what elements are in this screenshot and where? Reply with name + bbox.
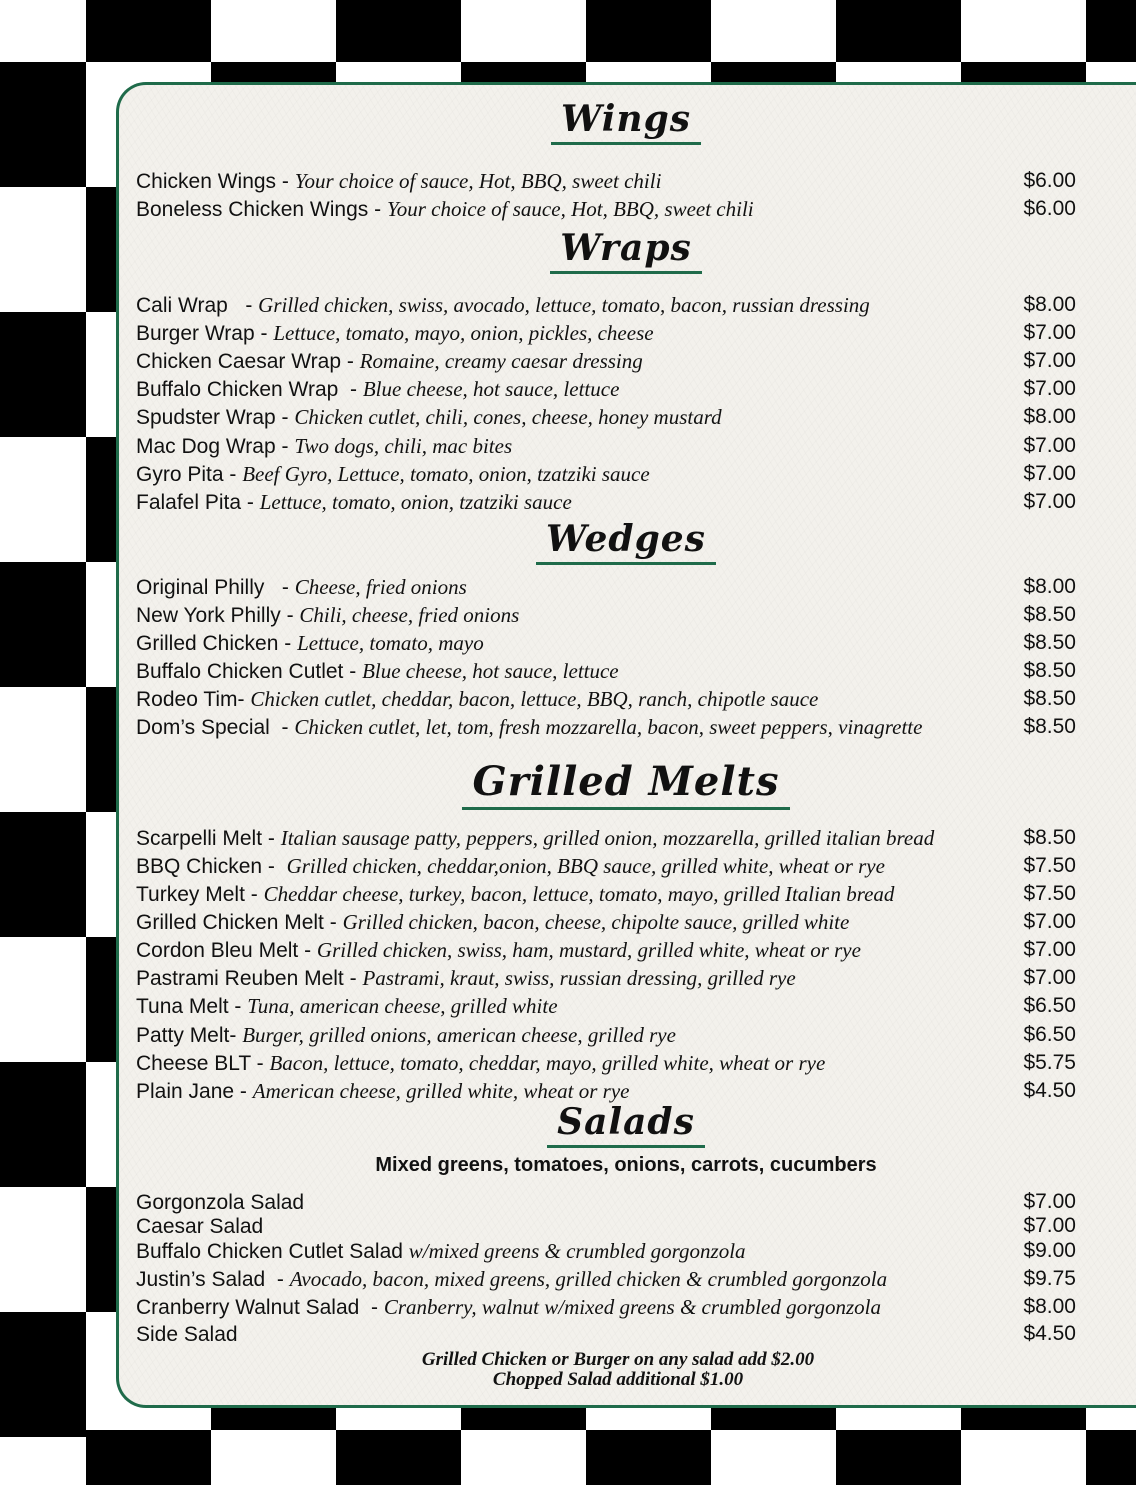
checker-square (336, 0, 461, 62)
footnote-add-protein: Grilled Chicken or Burger on any salad add $2.00 (421, 1349, 815, 1370)
item-name: Cranberry Walnut Salad (136, 1296, 360, 1319)
item-separator: - (265, 1268, 290, 1291)
menu-item (136, 1320, 238, 1348)
checker-square (86, 1437, 116, 1485)
item-description: Chicken cutlet, let, tom, fresh mozzarella, bacon, sweet peppers, vinagrette (294, 715, 923, 739)
item-separator: - (234, 1080, 253, 1103)
item-description: American cheese, grilled white, wheat or rye (252, 1079, 630, 1103)
item-separator: - (269, 716, 295, 739)
item-name: Falafel Pita (136, 491, 242, 514)
item-price: $7.00 (1023, 321, 1076, 344)
item-name: Chicken Wings (136, 170, 277, 193)
checker-square (711, 1405, 836, 1430)
item-price: $6.50 (1023, 994, 1076, 1017)
item-name: Caesar Salad (136, 1215, 264, 1238)
item-name: Scarpelli Melt (136, 827, 263, 850)
menu-item (136, 629, 484, 657)
item-price: $4.50 (1023, 1079, 1076, 1102)
item-description: Cranberry, walnut w/mixed greens & crumbled gorgonzola (383, 1295, 881, 1319)
item-separator: - (237, 688, 251, 711)
item-separator: - (368, 198, 387, 221)
item-name: Buffalo Chicken Wrap (136, 378, 339, 401)
item-description: Chicken cutlet, cheddar, bacon, lettuce, BBQ, ranch, chipotle sauce (250, 687, 819, 711)
item-name: Dom’s Special (136, 716, 270, 739)
item-description: Grilled chicken, swiss, avocado, lettuce, tomato, bacon, russian dressing (258, 293, 870, 317)
item-name: New York Philly (136, 604, 281, 627)
menu-item (136, 1049, 825, 1077)
checker-square (86, 437, 116, 562)
item-separator: - (276, 170, 295, 193)
item-separator: - (278, 632, 298, 655)
item-name: Side Salad (136, 1323, 238, 1346)
item-price: $7.00 (1023, 462, 1076, 485)
item-description: Chili, cheese, fried onions (299, 603, 520, 627)
menu-item (136, 936, 861, 964)
menu-item (136, 1021, 676, 1049)
checker-square (0, 1312, 86, 1437)
item-price: $7.00 (1023, 1214, 1076, 1237)
item-price: $7.00 (1023, 938, 1076, 961)
item-separator: - (275, 406, 295, 429)
item-description: Blue cheese, hot sauce, lettuce (362, 377, 620, 401)
item-description: Your choice of sauce, Hot, BBQ, sweet chili (294, 169, 662, 193)
item-description: Tuna, american cheese, grilled white (247, 994, 558, 1018)
item-name: Turkey Melt (136, 883, 245, 906)
checker-square (0, 562, 86, 687)
checker-square (0, 812, 86, 937)
checker-square (586, 1430, 711, 1485)
menu-item (136, 195, 754, 223)
footnote-chopped-salad: Chopped Salad additional $1.00 (492, 1369, 744, 1390)
item-name: Original Philly (136, 576, 265, 599)
checker-square (1086, 1430, 1136, 1485)
item-separator: - (229, 1024, 243, 1047)
item-name: BBQ Chicken (136, 855, 263, 878)
item-name: Buffalo Chicken Cutlet Salad (136, 1240, 403, 1263)
item-price: $5.75 (1023, 1051, 1076, 1074)
item-price: $7.00 (1023, 434, 1076, 457)
checker-square (86, 187, 116, 312)
menu-item (136, 1212, 263, 1240)
menu-item (136, 291, 870, 319)
item-name: Justin’s Salad (136, 1268, 266, 1291)
item-separator: - (280, 604, 300, 627)
item-price: $8.00 (1023, 1295, 1076, 1318)
item-description: Grilled chicken, bacon, cheese, chipolte sauce, grilled white (342, 910, 850, 934)
item-name: Pastrami Reuben Melt (136, 967, 344, 990)
item-name: Rodeo Tim (136, 688, 238, 711)
item-separator: - (323, 911, 343, 934)
checker-square (586, 0, 711, 62)
item-separator: - (228, 995, 248, 1018)
item-price: $8.00 (1023, 405, 1076, 428)
item-separator: - (343, 660, 363, 683)
menu-item (136, 1237, 746, 1265)
checker-square (86, 1187, 116, 1312)
item-name: Tuna Melt (136, 995, 229, 1018)
item-price: $7.00 (1023, 377, 1076, 400)
item-separator: - (343, 967, 363, 990)
checker-square (1086, 0, 1136, 62)
item-separator: - (241, 491, 260, 514)
item-name: Gorgonzola Salad (136, 1191, 305, 1214)
menu-item (136, 573, 467, 601)
item-price: $7.50 (1023, 854, 1076, 877)
item-separator: - (275, 435, 295, 458)
checker-square (711, 62, 836, 82)
item-price: $8.50 (1023, 659, 1076, 682)
item-name: Buffalo Chicken Cutlet (136, 660, 344, 683)
item-price: $7.00 (1023, 1190, 1076, 1213)
checker-square (461, 1405, 586, 1430)
checker-square (461, 62, 586, 82)
menu-item (136, 319, 654, 347)
item-price: $8.00 (1023, 575, 1076, 598)
item-description: Lettuce, tomato, onion, tzatziki sauce (259, 490, 572, 514)
item-price: $8.50 (1023, 687, 1076, 710)
item-description: Lettuce, tomato, mayo (297, 631, 484, 655)
checker-square (0, 312, 86, 437)
menu-item (136, 824, 934, 852)
checker-square (86, 687, 116, 812)
menu-item (136, 1265, 887, 1293)
section-heading-wings: Wings (116, 98, 1136, 145)
item-separator: - (298, 939, 317, 962)
item-name: Spudster Wrap (136, 406, 276, 429)
section-heading-salads: Salads (116, 1101, 1136, 1148)
menu-item (136, 908, 849, 936)
menu-item (136, 601, 519, 629)
menu-item (136, 713, 922, 741)
checker-square (961, 1405, 1086, 1430)
item-price: $6.50 (1023, 1023, 1076, 1046)
checker-square (211, 62, 336, 82)
checker-square (336, 1430, 461, 1485)
checker-square (961, 62, 1086, 82)
menu-item (136, 880, 894, 908)
item-name: Plain Jane (136, 1080, 235, 1103)
item-name: Cali Wrap (136, 294, 228, 317)
menu-item (136, 403, 722, 431)
item-price: $6.00 (1023, 197, 1076, 220)
item-price: $8.50 (1023, 631, 1076, 654)
item-separator: - (244, 883, 264, 906)
item-description: Two dogs, chili, mac bites (294, 434, 513, 458)
item-description: Your choice of sauce, Hot, BBQ, sweet chili (386, 197, 754, 221)
item-description: Cheese, fried onions (294, 575, 467, 599)
checker-square (836, 0, 961, 62)
item-price: $8.50 (1023, 715, 1076, 738)
section-heading-wraps: Wraps (116, 227, 1136, 274)
item-description: Lettuce, tomato, mayo, onion, pickles, cheese (273, 321, 654, 345)
checker-square (86, 0, 211, 62)
item-description: Pastrami, kraut, swiss, russian dressing, grilled rye (362, 966, 796, 990)
item-description: Grilled chicken, cheddar,onion, BBQ sauce, grilled white, wheat or rye (286, 854, 885, 878)
menu-item (136, 992, 558, 1020)
item-description: w/mixed greens & crumbled gorgonzola (408, 1239, 746, 1263)
item-description: Grilled chicken, swiss, ham, mustard, grilled white, wheat or rye (316, 938, 861, 962)
item-separator: - (264, 576, 295, 599)
item-description: Beef Gyro, Lettuce, tomato, onion, tzatziki sauce (242, 462, 650, 486)
item-name: Grilled Chicken (136, 632, 279, 655)
checker-square (86, 937, 116, 1062)
item-separator: - (338, 378, 363, 401)
item-description: Bacon, lettuce, tomato, cheddar, mayo, grilled white, wheat or rye (269, 1051, 826, 1075)
item-separator: - (262, 827, 281, 850)
checker-square (0, 62, 86, 187)
item-separator: - (359, 1296, 384, 1319)
section-heading-grilled-melts: Grilled Melts (116, 758, 1136, 810)
item-name: Patty Melt (136, 1024, 230, 1047)
item-price: $8.50 (1023, 603, 1076, 626)
item-description: Blue cheese, hot sauce, lettuce (362, 659, 619, 683)
item-price: $7.00 (1023, 966, 1076, 989)
item-separator: - (250, 1052, 270, 1075)
item-name: Mac Dog Wrap (136, 435, 276, 458)
item-description: Chicken cutlet, chili, cones, cheese, honey mustard (294, 405, 722, 429)
checker-square (0, 1062, 86, 1187)
menu-item (136, 432, 512, 460)
item-name: Cordon Bleu Melt (136, 939, 299, 962)
item-price: $7.00 (1023, 910, 1076, 933)
item-description: Avocado, bacon, mixed greens, grilled chicken & crumbled gorgonzola (289, 1267, 888, 1291)
item-name: Cheese BLT (136, 1052, 251, 1075)
menu-item (136, 657, 619, 685)
item-name: Chicken Caesar Wrap (136, 350, 342, 373)
menu-item (136, 1293, 881, 1321)
item-separator: - (227, 294, 259, 317)
item-separator: - (223, 463, 243, 486)
item-name: Grilled Chicken Melt (136, 911, 324, 934)
menu-item (136, 347, 643, 375)
salads-subtitle: Mixed greens, tomatoes, onions, carrots, cucumbers (375, 1154, 877, 1176)
checker-square (836, 1430, 961, 1485)
item-price: $7.00 (1023, 349, 1076, 372)
item-description: Burger, grilled onions, american cheese, grilled rye (242, 1023, 676, 1047)
menu-item (136, 685, 818, 713)
item-name: Boneless Chicken Wings (136, 198, 369, 221)
menu-item (136, 375, 619, 403)
item-price: $8.50 (1023, 826, 1076, 849)
menu-item (136, 167, 661, 195)
item-separator: - (262, 855, 287, 878)
menu-item (136, 964, 796, 992)
item-separator: - (341, 350, 360, 373)
item-price: $9.75 (1023, 1267, 1076, 1290)
item-price: $6.00 (1023, 169, 1076, 192)
item-description: Romaine, creamy caesar dressing (359, 349, 643, 373)
item-price: $7.50 (1023, 882, 1076, 905)
item-name: Gyro Pita (136, 463, 224, 486)
menu-item (136, 460, 650, 488)
menu-item (136, 852, 885, 880)
item-price: $7.00 (1023, 490, 1076, 513)
item-price: $4.50 (1023, 1322, 1076, 1345)
item-name: Burger Wrap (136, 322, 255, 345)
item-price: $8.00 (1023, 293, 1076, 316)
item-description: Italian sausage patty, peppers, grilled onion, mozzarella, grilled italian bread (280, 826, 935, 850)
item-description: Cheddar cheese, turkey, bacon, lettuce, tomato, mayo, grilled Italian bread (263, 882, 895, 906)
section-heading-wedges: Wedges (116, 518, 1136, 565)
item-separator: - (254, 322, 274, 345)
menu-item (136, 488, 572, 516)
checker-square (211, 1405, 336, 1430)
item-price: $9.00 (1023, 1239, 1076, 1262)
